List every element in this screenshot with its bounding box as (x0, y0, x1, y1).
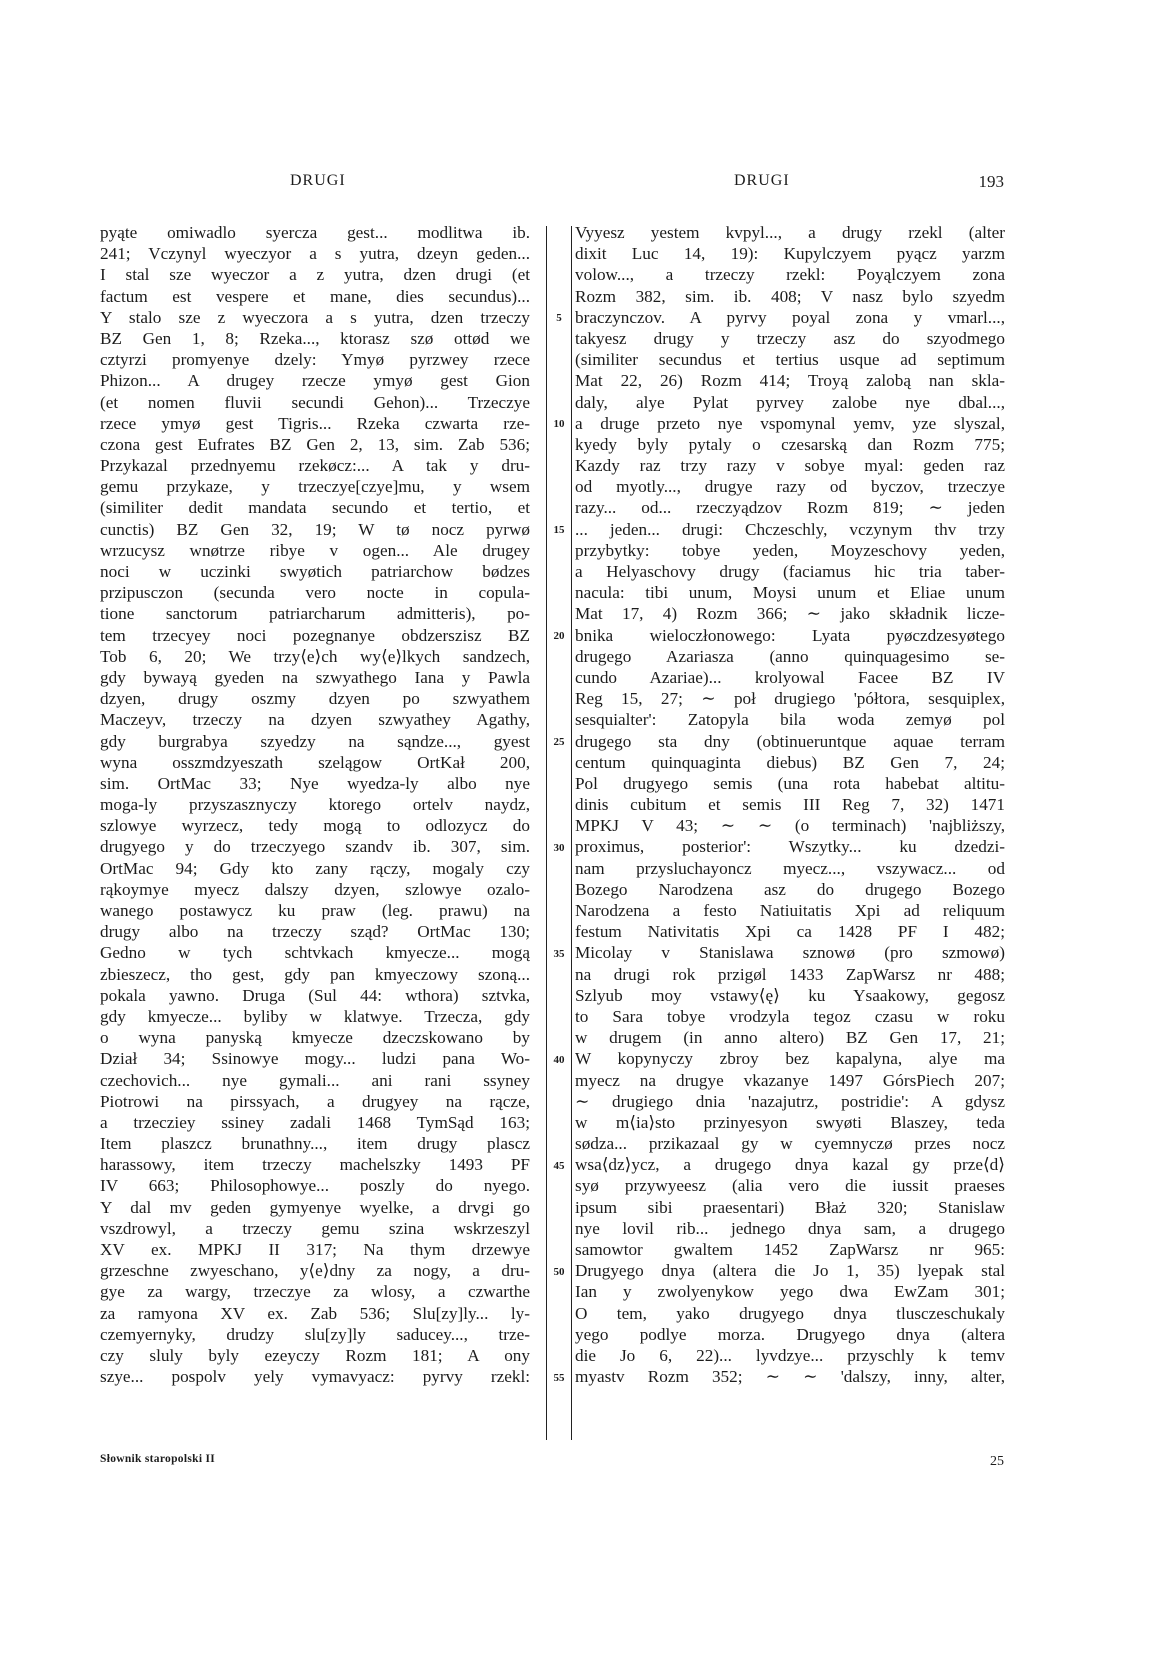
text-line: Bozego Narodzena asz do drugego Bozego (575, 879, 1005, 899)
text-line: moga-ly przyszasznyczy ktorego ortelv naydz, (100, 795, 530, 815)
text-line: Przykazal przednyemu rzekøcz:... A tak y dru- (100, 456, 530, 476)
text-line: drugyego y do trzeczyego szandv ib. 307, sim. (100, 837, 530, 857)
text-line: czy sluly byly ezeyczy Rozm 181; A ony (100, 1345, 530, 1365)
text-line: daly, alye Pylat pyrvey zalobe nye dbal..., (575, 392, 1005, 412)
text-line: sødza... przikazaal gy w cyemnyczø przes nocz (575, 1134, 1005, 1154)
text-line: Szlyub moy vstawy⟨ę⟩ ku Ysaakowy, gegosz (575, 985, 1005, 1005)
text-line: za ramyona XV ex. Zab 536; Slu[zy]ly... ly- (100, 1303, 530, 1323)
text-line: Piotrowi na pirssyach, a drugyey na rącze, (100, 1091, 530, 1111)
text-line: o wyna panyską kmyecze dzeczskowano by (100, 1028, 530, 1048)
text-line: ipsum sibi praesentari) Błaż 320; Stanislaw (575, 1197, 1005, 1217)
text-line: a trzecziey ssiney zadali 1468 TymSąd 163; (100, 1112, 530, 1132)
text-line: BZ Gen 1, 8; Rzeka..., ktorasz szø ottød we (100, 328, 530, 348)
text-line: Rozm 382, sim. ib. 408; V nasz bylo szyedm (575, 286, 1005, 306)
text-line: na drugi rok przigøl 1433 ZapWarsz nr 488; (575, 964, 1005, 984)
text-line: czemyernyky, drudzy slu[zy]ly saducey..., trze- (100, 1324, 530, 1344)
text-line: 241; Vczynyl wyeczyor a s yutra, dzeyn geden... (100, 244, 530, 264)
text-line: MPKJ V 43; ∼ ∼ (o terminach) 'najbliższy, (575, 816, 1005, 836)
text-line: w drugem (in anno altero) BZ Gen 17, 21; (575, 1028, 1005, 1048)
text-line: (similiter secundus et tertius usque ad septimum (575, 350, 1005, 370)
line-number: 40 (553, 1053, 565, 1066)
line-number: 35 (553, 947, 565, 960)
footer-signature: 25 (990, 1454, 1004, 1469)
text-line: wrzucysz wnøtrze ribye v ogen... Ale drugey (100, 540, 530, 560)
text-line: harassowy, item trzeczy machelszky 1493 PF (100, 1155, 530, 1175)
text-line: przipusczon (secunda vero nocte in copula- (100, 583, 530, 603)
text-line: Reg 15, 27; ∼ poł drugiego 'półtora, sesquiplex, (575, 689, 1005, 709)
text-line: przybytky: tobye yeden, Moyzeschovy yeden, (575, 540, 1005, 560)
text-line: die Jo 6, 22)... lyvdzye... przyschly k temv (575, 1345, 1005, 1365)
text-line: pyąte omiwadlo syercza gest... modlitwa ib. (100, 223, 530, 242)
text-line: Narodzena a festo Natiuitatis Xpi ad reliquum (575, 901, 1005, 920)
left-column (100, 222, 530, 1387)
text-line: factum est vespere et mane, dies secundus)... (100, 286, 530, 306)
right-column-rule (571, 226, 572, 1440)
text-line: samowtor gwaltem 1452 ZapWarsz nr 965: (575, 1240, 1005, 1259)
text-line: syø przywyeesz (alia vero die iussit praeses (575, 1176, 1005, 1196)
text-line: braczynczov. A pyrvy poyal zona y vmarl..., (575, 307, 1005, 327)
text-line: cundo Azariae)... krolyowal Facee BZ IV (575, 667, 1005, 687)
text-line: Mat 22, 26) Rozm 414; Troyą zalobą nan skla- (575, 371, 1005, 391)
text-line: dixit Luc 14, 19): Kupylczyem pyącz yarzm (575, 244, 1005, 264)
text-line: gemu przykaze, y trzeczye[czye]mu, y wsem (100, 477, 530, 497)
text-line: Item plaszcz brunathny..., item drugy plascz (100, 1134, 530, 1154)
text-line: czona gest Eufrates BZ Gen 2, 13, sim. Zab 536; (100, 434, 530, 454)
line-number: 30 (553, 841, 565, 854)
text-line: tem trzecyey noci pozegnanye obdzerszisz BZ (100, 625, 530, 645)
text-line: drugego sta dny (obtinueruntque aquae terram (575, 731, 1005, 751)
text-line: Y dal mv geden gymyenye wyelke, a drvgi go (100, 1197, 530, 1217)
text-line: Gedno w tych schtvkach kmyecze... mogą (100, 943, 530, 963)
text-line: dzyen, drugy oszmy dzyen po szwyathem (100, 689, 530, 709)
text-line: Vyyesz yestem kvpyl..., a drugy rzekl (alter (575, 223, 1005, 242)
text-line: nye lovil rib... jednego dnya sam, a drugego (575, 1218, 1005, 1238)
text-line: OrtMac 94; Gdy kto zany rączy, mogaly czy (100, 858, 530, 878)
line-number: 15 (553, 523, 565, 536)
text-line: razy... od... rzeczyądzov Rozm 819; ∼ jeden (575, 498, 1005, 518)
text-line: nacula: tibi unum, Moysi unum et Eliae unum (575, 583, 1005, 603)
text-line: pokala yawno. Druga (Sul 44: wthora) sztvka, (100, 985, 530, 1005)
text-line: szlowye wyrzecz, tedy mogą to odlozycz do (100, 816, 530, 836)
text-line: XV ex. MPKJ II 317; Na thym drzewye (100, 1240, 530, 1259)
header-right-title: DRUGI (734, 172, 790, 189)
text-line: ∼ drugiego dnia 'nazajutrz, postridie': A gdysz (575, 1091, 1005, 1111)
text-line: wanego postawycz ku praw (leg. prawu) na (100, 901, 530, 920)
text-line: a Helyaschovy drugy (faciamus hic tria taber- (575, 562, 1005, 581)
text-line: (similiter dedit mandata secundo et tertio, et (100, 498, 530, 518)
text-line: Kazdy raz trzy razy v sobye myal: geden raz (575, 456, 1005, 476)
line-number: 5 (556, 311, 562, 324)
text-line: rzece ymyø gest Tigris... Rzeka czwarta rze- (100, 413, 530, 433)
text-line: cunctis) BZ Gen 32, 19; W tø nocz pyrwø (100, 519, 530, 539)
text-line: rąkoymye myecz dalszy dzyen, szlowye ozalo- (100, 879, 530, 899)
text-line: w m⟨ia⟩sto przinyesyon swyøti Blaszey, teda (575, 1112, 1005, 1132)
line-number: 55 (553, 1371, 565, 1384)
text-line: kyedy byly pytaly o czesarską dan Rozm 775; (575, 434, 1005, 454)
footer-source: Słownik staropolski II (100, 1453, 216, 1465)
text-line: proximus, posterior': Wszytky... ku dzedzi- (575, 837, 1005, 857)
text-line: I stal sze wyeczor a z yutra, dzen drugi (et (100, 265, 530, 285)
text-line: Drugyego dnya (altera die Jo 1, 35) lyepak stal (575, 1261, 1005, 1281)
text-line: drugego Azariasza (anno quinquagesimo se- (575, 646, 1005, 666)
line-number: 20 (553, 629, 565, 642)
text-line: to Sara tobye vrodzyla tegoz czasu w roku (575, 1006, 1005, 1026)
text-line: O tem, yako drugyego dnya tlusczeschukaly (575, 1303, 1005, 1323)
text-line: czechovich... nye gymali... ani rani ssyney (100, 1070, 530, 1090)
text-line: yego podlye morza. Drugyego dnya (altera (575, 1324, 1005, 1344)
text-line: noci w uczinki swyøtich patriarchow bødzes (100, 562, 530, 581)
line-number: 50 (553, 1265, 565, 1278)
text-line: a druge przeto nye vspomynal yemv, yze slyszal, (575, 413, 1005, 433)
text-line: W kopynyczy zbroy bez kapalyna, alye ma (575, 1049, 1005, 1069)
text-line: centum quinquaginta diebus) BZ Gen 7, 24; (575, 752, 1005, 772)
text-line: dinis cubitum et semis III Reg 7, 32) 1471 (575, 795, 1005, 815)
left-column-rule (546, 226, 547, 1440)
text-line: Dział 34; Ssinowye mogy... ludzi pana Wo- (100, 1049, 530, 1069)
text-line: gye za wargy, trzeczye za wlosy, a czwarthe (100, 1282, 530, 1302)
text-line: wsa⟨dz⟩ycz, a drugego dnya kazal gy prze⟨d⟩ (575, 1155, 1005, 1175)
text-line: szye... pospolv yely vymavyacz: pyrvy rzekl: (100, 1367, 530, 1387)
text-line: Micolay v Stanislawa sznowø (pro szmowø) (575, 943, 1005, 963)
text-line: volow..., a trzeczy rzekl: Poyąlczyem zona (575, 265, 1005, 285)
text-line: cztyrzi promyenye dzely: Ymyø pyrzwey rzece (100, 350, 530, 370)
text-line: Maczeyv, trzeczy na dzyen szwyathey Agathy, (100, 710, 530, 730)
text-line: zbieszecz, tho gest, gdy pan kmyeczowy szoną... (100, 964, 530, 984)
header-left-title: DRUGI (290, 172, 346, 189)
text-line: festum Nativitatis Xpi ca 1428 PF I 482; (575, 922, 1005, 942)
text-line: Pol drugyego semis (una rota habebat altitu- (575, 773, 1005, 793)
text-line: gdy bywayą gyeden na szwyathego Iana y Pawla (100, 667, 530, 687)
text-line: od myotly..., drugye razy od byczov, trzeczye (575, 477, 1005, 497)
text-line: drugy albo na trzeczy sząd? OrtMac 130; (100, 922, 530, 942)
text-line: IV 663; Philosophowye... poszly do nyego. (100, 1176, 530, 1196)
text-line: Mat 17, 4) Rozm 366; ∼ jako składnik licze- (575, 604, 1005, 624)
text-line: ... jeden... drugi: Chczeschly, vczynym thv trzy (575, 519, 1005, 539)
text-line: grzeschne zwyeschano, y⟨e⟩dny za nogy, a dru- (100, 1261, 530, 1281)
text-line: wyna osszmdzyeszath szelągow OrtKał 200, (100, 752, 530, 772)
text-line: vszdrowyl, a trzeczy gemu szina wskrzeszyl (100, 1218, 530, 1238)
text-line: myecz na drugye vkazanye 1497 GórsPiech 207; (575, 1070, 1005, 1090)
text-line: sim. OrtMac 33; Nye wyedza-ly albo nye (100, 773, 530, 793)
text-line: Ian y zwolyenykow yego dwa EwZam 301; (575, 1282, 1005, 1302)
text-line: Phizon... A drugey rzecze ymyø gest Gion (100, 371, 530, 391)
page-number: 193 (978, 172, 1004, 191)
text-line: Y stalo sze z wyeczora a s yutra, dzen trzeczy (100, 307, 530, 327)
line-number: 45 (553, 1159, 565, 1172)
line-number: 10 (553, 417, 565, 430)
line-number: 25 (553, 735, 565, 748)
text-line: nam przysluchayoncz myecz..., vszywacz... od (575, 858, 1005, 878)
text-line: tione sanctorum patriarcharum admitteris), po- (100, 604, 530, 624)
text-line: takyesz drugy y trzeczy asz do szyodmego (575, 328, 1005, 348)
text-line: myastv Rozm 352; ∼ ∼ 'dalszy, inny, alter, (575, 1367, 1005, 1387)
text-line: (et nomen fluvii secundi Gehon)... Trzeczye (100, 392, 530, 412)
right-column (575, 222, 1005, 1387)
text-line: gdy kmyecze... byliby w klatwye. Trzecza, gdy (100, 1006, 530, 1026)
text-line: sesquialter': Zatopyla bila woda zemyø pol (575, 710, 1005, 730)
text-line: bnika wieloczłonowego: Lyata pyøczdzesyøtego (575, 625, 1005, 645)
text-line: Tob 6, 20; We trzy⟨e⟩ch wy⟨e⟩lkych sandzech, (100, 646, 530, 666)
text-line: gdy burgrabya szyedzy na sąndze..., gyest (100, 731, 530, 751)
